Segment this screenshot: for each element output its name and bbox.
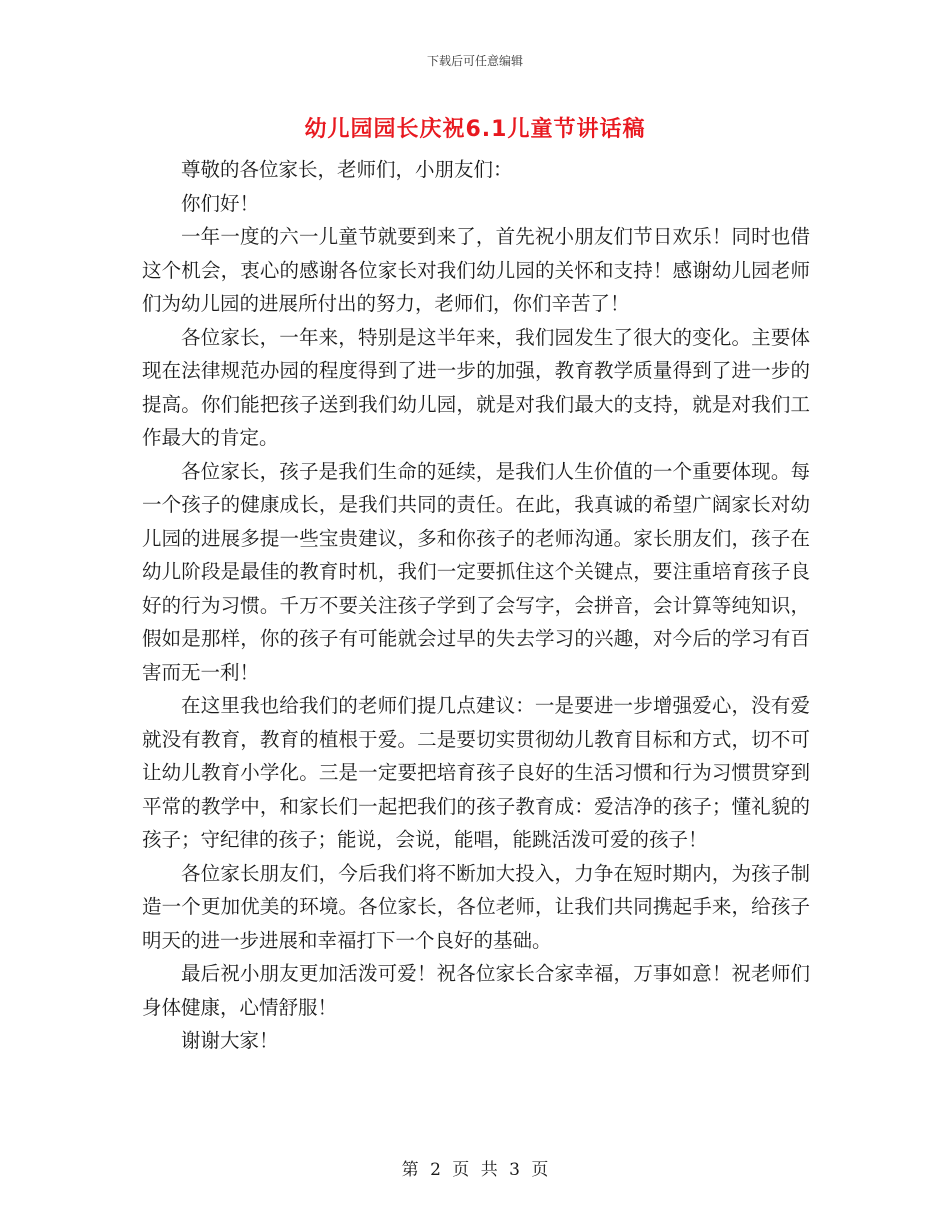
- salutation-paragraph: 尊敬的各位家长，老师们，小朋友们：: [181, 158, 513, 181]
- page-header-note: 下载后可任意编辑: [426, 54, 523, 68]
- body-paragraph: 各位家长朋友们，今后我们将不断加大投入，力争在短时期内，为孩子制造一个更加优美的环境。各位家长，各位老师，让我们共同携起手来，给孩子明天的进一步进展和幸福打下一个良好的基础。: [142, 861, 810, 952]
- greeting-paragraph: 你们好！: [181, 191, 260, 215]
- document-title: 幼儿园园长庆祝6.1儿童节讲话稿: [304, 117, 646, 142]
- body-paragraph: 一年一度的六一儿童节就要到来了，首先祝小朋友们节日欢乐！同时也借这个机会，衷心的感谢各位家长对我们幼儿园的关怀和支持！感谢幼儿园老师们为幼儿园的进展所付出的努力，老师们，你们辛苦了！: [142, 225, 810, 315]
- page-number-footer: 第 2 页 共 3 页: [401, 1160, 549, 1180]
- body-paragraph: 各位家长，孩子是我们生命的延续，是我们人生价值的一个重要体现。每一个孩子的健康成长，是我们共同的责任。在此，我真诚的希望广阔家长对幼儿园的进展多提一些宝贵建议，多和你孩子的老师沟通。家长朋友们，孩子在幼儿阶段是最佳的教育时机，我们一定要抓住这个关键点，要注重培育孩子良好的行为习惯。千万不要关注孩子学到了会写字，会拼音，会计算等纯知识，假如是那样，你的孩子有可能就会过早的失去学习的兴趣，对今后的学习有百害而无一利！: [142, 459, 810, 684]
- thanks-paragraph: 谢谢大家！: [181, 1029, 279, 1052]
- closing-paragraph: 最后祝小朋友更加活泼可爱！祝各位家长合家幸福，万事如意！祝老师们身体健康，心情舒服！: [142, 962, 810, 1019]
- body-paragraph: 在这里我也给我们的老师们提几点建议：一是要进一步增强爱心，没有爱就没有教育，教育的植根于爱。二是要切实贯彻幼儿教育目标和方式，切不可让幼儿教育小学化。三是一定要把培育孩子良好的生活习惯和行为习惯贯穿到平常的教学中，和家长们一起把我们的孩子教育成：爱洁净的孩子；懂礼貌的孩子；守纪律的孩子；能说，会说，能唱，能跳活泼可爱的孩子！: [142, 694, 810, 851]
- document-body: [142, 153, 810, 1058]
- body-paragraph: 各位家长，一年来，特别是这半年来，我们园发生了很大的变化。主要体现在法律规范办园的程度得到了进一步的加强，教育教学质量得到了进一步的提高。你们能把孩子送到我们幼儿园，就是对我们最大的支持，就是对我们工作最大的肯定。: [142, 325, 810, 449]
